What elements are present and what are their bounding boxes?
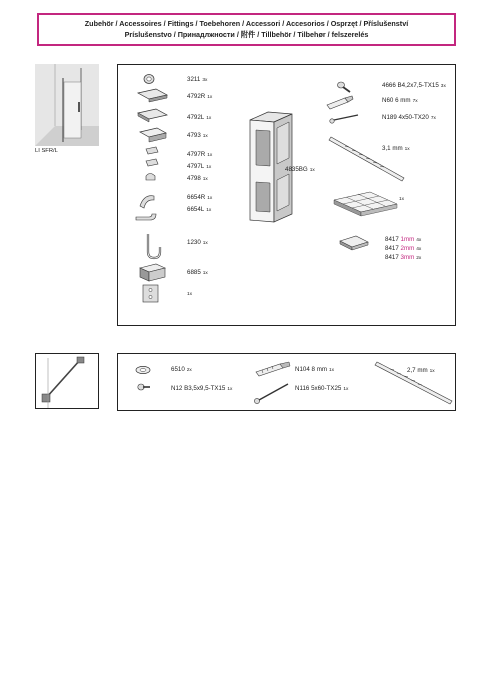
part-code: 6510 [171,366,185,373]
part-code: 4793 [187,132,201,139]
part-label-drill-2-7 [407,367,435,374]
part-qty: 4x [416,238,422,243]
part-qty: 1x [399,197,405,202]
part-qty: 1x [309,168,315,173]
part-code: N104 [295,366,310,373]
part-code: 6654R [187,194,206,201]
part-qty: 2x [186,368,192,373]
header-line-2: Príslušenstvo / Принадлжности / 附件 / Tillbehör / Tilbehør / felszerelés [124,30,369,39]
part-qty: 1x [202,177,208,182]
part-desc: 8 mm [311,366,327,373]
part-code: N60 [382,97,394,104]
anchor-plug-icon [256,362,290,376]
header-line-1: Zubehör / Accessoires / Fittings / Toebehoren / Accessori / Accesorios / Osprzęt / Příslušenství [84,19,409,28]
part-qty: 1x [404,147,410,152]
part-qty: 4x [416,247,422,252]
part-qty: 1x [207,153,213,158]
part-qty: 2x [416,256,422,261]
part-desc: 2,7 mm [407,367,428,374]
part-code: 8417 [385,254,399,261]
part-code: N12 [171,385,183,392]
oval-washer-icon [136,366,150,373]
part-code: 4797R [187,151,206,158]
part-qty: 1x [187,292,193,297]
part-code: 4797L [187,163,205,170]
part-code: 4798 [187,175,201,182]
part-desc: B4,2x7,5-TX15 [397,82,439,89]
part-qty: 7x [412,99,418,104]
door-model-caption: LI SFR/L [35,148,58,154]
part-code: 8417 [385,245,399,252]
part-desc: 6 mm [395,97,411,104]
part-qty: 1x [329,368,335,373]
part-code: 6654L [187,206,205,213]
part-code: 8417 [385,236,399,243]
spacer-size: 2mm [400,245,415,252]
spacer-size: 1mm [400,236,415,243]
part-qty: 1x [202,134,208,139]
part-label-N12 [171,385,232,392]
small-screw-icon [138,384,150,390]
part-code: N116 [295,385,310,392]
part-code: 4792R [187,93,206,100]
part-desc: 5x60-TX25 [311,385,342,392]
part-qty: 1x [429,369,435,374]
part-qty: 1x [207,196,213,201]
part-qty: 3x [202,78,208,83]
part-code: 4835BG [285,166,308,173]
part-qty: 1x [206,116,212,121]
part-code: 4666 [382,82,396,89]
part-desc: 4x50-TX20 [398,114,429,121]
part-qty: 1x [206,165,212,170]
part-label-N116 [295,385,348,392]
part-code: 1230 [187,239,201,246]
part-code: 3211 [187,76,201,83]
part-qty: 7x [430,116,436,121]
part-code: 4792L [187,114,205,121]
spacer-size: 3mm [400,254,415,261]
part-qty: 1x [202,271,208,276]
part-label-6510 [171,366,192,373]
part-label-N104 [295,366,334,373]
part-desc: B3,5x9,5-TX15 [184,385,226,392]
part-qty: 1x [227,387,233,392]
part-qty: 1x [207,95,213,100]
part-qty: 1x [206,208,212,213]
part-qty: 1x [343,387,349,392]
part-code: 6885 [187,269,201,276]
bolt-icon [254,384,288,404]
part-qty: 1x [202,241,208,246]
part-desc: 3,1 mm [382,145,403,152]
part-qty: 3x [440,84,446,89]
part-code: N189 [382,114,397,121]
